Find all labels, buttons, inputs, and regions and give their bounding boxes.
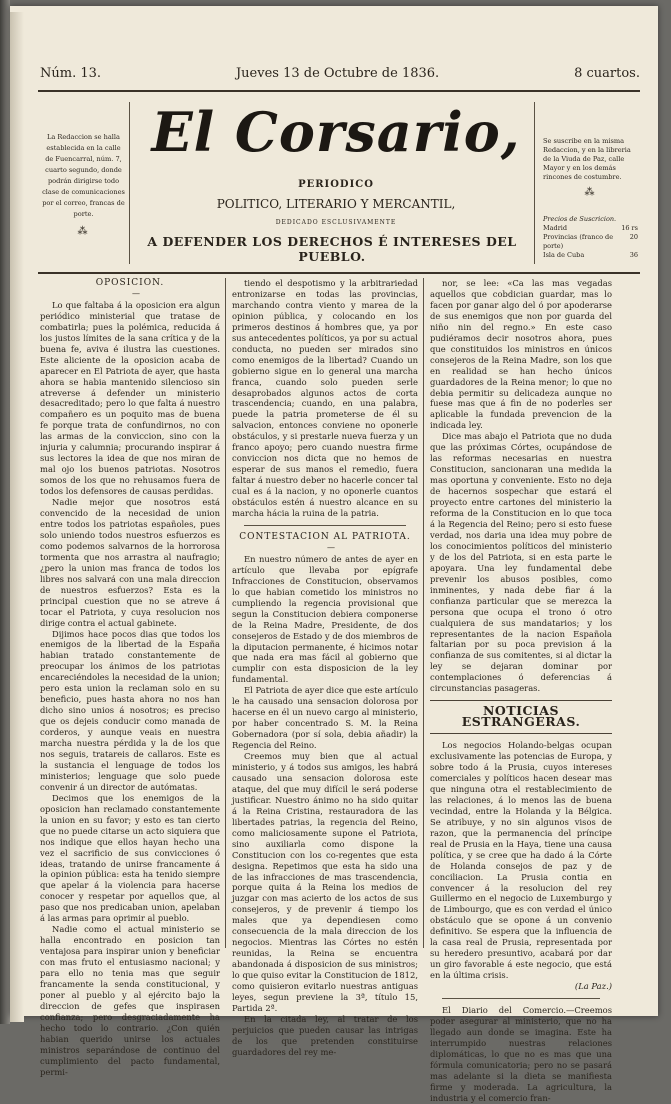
column-divider-1 xyxy=(225,278,226,948)
binding-shadow xyxy=(10,12,24,1022)
paragraph: Lo que faltaba á la oposicion era algun periódico ministerial que tratase de combatirla; pues la polémica, reducida á los justos límites de la sana crítica y de la buena fe, aviva é ilustra las cuestiones. Este aliciente de la oposicion acaba de aparecer en El Patriota de ayer, que hasta ahora se habia mantenido silencioso sin atreverse á defender un ministerio desacreditado; pero lo que falta á nuestro compañero es un poquito mas de buena fe porque trata de confundirnos, no con las armas de la conviccion, sino con la injuria y calumnia; procurando inspirar á sus lectores la idea de que nos miran de mal ojo los buenos patriotas. Nosotros somos de los que no rehusamos fuera de todos los defensores de causas perdidas. xyxy=(40,299,220,497)
masthead-bottom-rule xyxy=(38,272,640,274)
newspaper-page xyxy=(10,6,658,1103)
paragraph: El Patriota de ayer dice que este artículo le ha causado una sensacion dolorosa por hacerse en él un nuevo cargo al ministerio, por haber concentrado S. M. la Reina Gobernadora (por sí sola, debia añadir) la Regencia del Reino. xyxy=(232,685,418,751)
masthead-left-note xyxy=(38,102,130,264)
contestacion-heading: CONTESTACION AL PATRIOTA. xyxy=(239,531,411,542)
ornament-right: ⁂ xyxy=(584,187,597,198)
oposicion-heading: OPOSICION. xyxy=(95,278,165,288)
price-row xyxy=(543,233,638,251)
paragraph: Nadie mejor que nosotros está convencido de la necesidad de union entre todos los patriotas españoles, pues solo uniendo todos nuestros esfuerzos es como podemos salvarnos de la horrorosa tormenta que nos arrastra al naufragio; ¿pero la union mas franca de todos los libres nos salvará con una mala direccion de nuestros esfuerzos? Esta es la principal cuestion que no se atreve á tocar el Patriota, y cuya resolucion nos dirige contra el actual gabinete. xyxy=(40,497,220,628)
top-rule xyxy=(38,90,640,92)
paragraph: Decimos que los enemigos de la oposicion han reclamado constantemente la union en su favor; y esto es tan cierto que no puede citarse un acto siquiera que nos indique que ellos hayan hecho una vez el sacrificio de sus convicciones ó ideas, tratando de unirse francamente á la opinion pública: esta ha tenido siempre que apelar á la violencia para hacerse conocer y respetar por aquellos que, al paso que nos predicaban union, apelaban á las armas para oprimir al pueblo. xyxy=(40,792,220,924)
dedicado-label: DEDICADO ESCLUSIVAMENTE xyxy=(275,219,397,226)
price-place: Isla de Cuba xyxy=(543,251,585,259)
price-place: Madrid xyxy=(543,224,568,232)
issue-date: Jueves 13 de Octubre de 1836. xyxy=(235,66,440,81)
newspaper-title: El Corsario, xyxy=(151,100,521,164)
column-divider-2 xyxy=(423,278,424,948)
paragraph: nor, se lee: «Ca las mas vegadas aquellos que cobdician guardar, mas lo facen por ganar algo del ó por apoderarse de sus enemigos que non por guarda del niño nin del regno.» En este caso pudiéramos decir nosotros ahora, pues que constituidos los ministros en únicos consejeros de la Reina Madre, son los que en realidad se han hecho únicos guardadores de la Reina menor; lo que no debia permitir su delicadeza aunque no fuese mas que á fin de no poderles ser aplicable la fundada prevencion de la indicada ley. xyxy=(430,278,612,431)
redaccion-note: La Redaccion se halla establecida en la calle de Fuencarral, núm. 7, cuarto segundo, donde podrán dirigirse todo clase de comunicaciones por el correo, francas de porte. xyxy=(42,133,125,218)
paragraph: El Diario del Comercio.—Creemos poder asegurar al ministerio, que no ha llegado aun donde se imagina. Este ha interrumpido nuestras relaciones diplomáticas, lo que no es mas que una fórmula comunicatoria; pero no se pasará mas adelante si la dieta se manifiesta firme y moderada. La agricultura, la industria y el comercio fran- xyxy=(430,1005,612,1103)
prices-label: Precios de Suscricion. xyxy=(543,215,617,223)
section-rule xyxy=(442,998,600,999)
issue-number: Núm. 13. xyxy=(40,66,102,81)
price-value: 36 xyxy=(629,251,638,259)
source-signature: (La Paz.) xyxy=(574,981,612,992)
price-value: 16 rs xyxy=(621,224,638,232)
paragraph: Los negocios Holando-belgas ocupan exclusivamente las potencias de Europa, y sobre todo á la Prusia, cuyos intereses comerciales y políticos hacen desear mas que ninguna otra el restablecimiento de las relaciones, á lo menos las de buena vecindad, entre la Holanda y la Bélgica. Se atribuye, y no sin algunos visos de razon, que la permanencia del príncipe real de Prusia en la Haya, tiene una causa política, y se cree que ha dado á la Córte de Holanda consejos de paz y de conciliacion. La Prusia contia en convencer á la resolucion del rey Guillermo en el negocio de Luxemburgo y de Limbourgo, que es con verdad el único obstáculo que se opone á un convenio definitivo. Se espera que la influencia de la casa real de Prusia, representada por su heredero presuntivo, acabará por dar un giro favorable á este negocio, que está en la última crisis. xyxy=(430,740,612,981)
heading-dash: — xyxy=(327,542,335,552)
suscribe-note: Se suscribe en la misma Redaccion, y en la libreria de la Viuda de Paz, calle Mayor y en los demás rincones de costumbre. xyxy=(543,137,631,181)
masthead-right-note xyxy=(534,102,640,264)
issue-line xyxy=(40,66,640,81)
paragraph: Nadie como el actual ministerio se halla encontrado en posicion tan ventajosa para inspirar union y beneficiar con mas fruto el entusiasmo nacional; y para ello no tenia mas que seguir francamente la senda constitucional, y poner al pueblo y al ejército bajo la direccion de gefes que inspirasen confianza; pero desgraciadamente ha hecho todo lo contrario. ¿Con quién habian querido unirse los actuales ministros separándose de continuo del cumplimiento del pacto fundamental, permi- xyxy=(40,924,220,1077)
page-edge xyxy=(0,0,10,1024)
price-row xyxy=(543,224,638,233)
motto: A DEFENDER LOS DERECHOS É INTERESES DEL PUEBLO. xyxy=(147,234,517,264)
price-row xyxy=(543,251,638,260)
paragraph: En la citada ley, al tratar de los perjuicios que pueden causar las intrigas de los que pretenden constituirse guardadores del rey me- xyxy=(232,1013,418,1057)
subtitle: POLITICO, LITERARIO Y MERCANTIL, xyxy=(216,197,456,211)
price-table xyxy=(543,215,638,260)
periodico-label: PERIODICO xyxy=(298,179,374,190)
heading-dash: — xyxy=(132,288,140,298)
noticias-heading: NOTICIAS ESTRANGERAS. xyxy=(430,700,612,734)
paragraph: tiendo el despotismo y la arbitrariedad entronizarse en todas las provincias, marchando contra viento y marea de la opinion pública, y colocando en los primeros destinos á hombres que, ya por sus antecedentes políticos, ya por su actual conducta, no pueden ser mirados sino como enemigos de la libertad? Cuando un gobierno sigue en lo general una marcha franca, cuando solo pueden serle desaprobados algunos actos de corta trascendencia; cuando, en una palabra, puede la patria prometerse de él su salvacion, entonces conviene no oponerle obstáculos, y si prestarle nueva fuerza y un franco apoyo; pero cuando nuestra firme conviccion nos dicta que no hemos de esperar de sus manos el remedio, fuera faltar á nuestro deber no hacerle concer tal cual es á la nacion, y no oponerle cuantos obstáculos estén á nuestro alcance en su marcha hácia la ruina de la patria. xyxy=(232,278,418,519)
paragraph: Dice mas abajo el Patriota que no duda que las próximas Córtes, ocupándose de las reformas necesarias en nuestra Constitucion, sancionaran una medida la mas oportuna y conveniente. Esto no deja de hacernos sospechar que estará el proyecto entre cartones del ministerio la reforma de la Constitucion en lo que toca á la Regencia del Reino; pero si esto fuese verdad, nos daria una idea muy pobre de los conocimientos políticos del ministerio y de los del Patriota, si en esta parte le apoyara. Una ley fundamental debe prevenir los abusos posibles, como inminentes, y nada debe fiar á la confianza particular que se merezca la persona que ocupa el trono ó otro cualquiera de sus mandatarios; y los representantes de la nacion Española faltarian por su poca prevision á la confianza de sus comitentes, si al dictar la ley se dejaran dominar por contemplaciones ó deferencias á circunstancias pasageras. xyxy=(430,431,612,694)
price-value: 20 xyxy=(629,233,638,241)
paragraph: En nuestro número de antes de ayer en artículo que llevaba por epígrafe Infracciones de Constitucion, observamos lo que habian cometido los ministros no cumpliendo la regencia provisional que segun la Constitucion debiera componerse de la Reina Madre, Presidente, de dos consejeros de Estado y de dos miembros de la diputacion permanente, é hicimos notar que nada era mas fácil al gobierno que cumplir con esta disposicion de la ley fundamental. xyxy=(232,553,418,685)
paragraph: Creemos muy bien que al actual ministerio, y á todos sus amigos, les habrá causado una sensacion dolorosa este ataque, del que muy difícil le será poderse justificar. Nuestro ánimo no ha sido quitar á la Reina Cristina, restauradora de las libertades patrias, la regencia del Reino, como maliciosamente supone el Patriota, sino auxiliarla como dispone la Constitucion con los co-regentes que esta designa. Repetimos que esta ha sido una de las infracciones de mas trascendencia, porque quita á la Reina los medios de juzgar con mas acierto de los actos de sus consejeros, y de prevenir á tiempo los males que ya dependiesen como consecuencia de la mala direccion de los negocios. Mientras las Córtes no estén reunidas, la Reina se encuentra abandonada á disposicion de sus ministros; lo que quiso evitar la Constitucion de 1812, como quisieron evitarlo nuestras antiguas leyes, segun previene la 3ª, título 15, Partida 2ª. xyxy=(232,751,418,1013)
price-place: Provincias (franco de porte) xyxy=(543,233,614,250)
paragraph: Dijimos hace pocos dias que todos los enemigos de la libertad de la España habian tratado constantemente de preocupar los ánimos de los patriotas encareciéndoles la necesidad de la union; pero esta union la reclaman solo en su beneficio, pues hasta ahora no nos han dicho sino unios á nosotros; es preciso que os dejeis conducir como manada de corderos, y aunque veais en nuestra marcha nuestra pérdida y la de los que nos seguis, tratareis de callaros. Este es la sustancia el lenguage de todos los ministerios; lenguage que solo puede convenir á un director de autómatas. xyxy=(40,628,220,792)
column-oposicion xyxy=(40,278,220,1078)
masthead xyxy=(38,94,640,274)
column-contestacion xyxy=(232,278,418,1058)
section-rule xyxy=(244,525,406,526)
issue-price: 8 cuartos. xyxy=(574,66,640,81)
ornament-left: ⁂ xyxy=(77,226,90,237)
column-noticias xyxy=(430,278,612,1104)
